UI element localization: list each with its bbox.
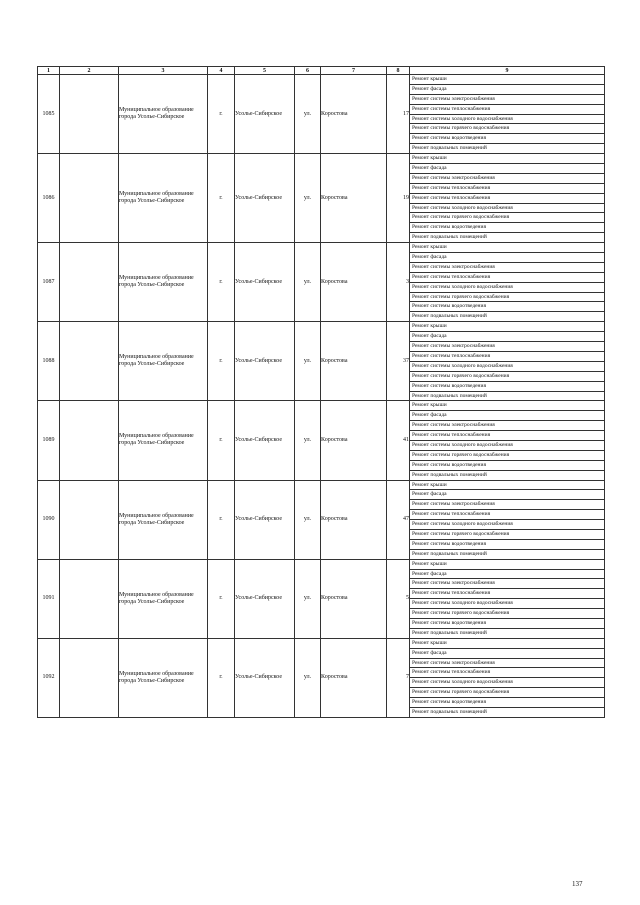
works-list [410, 481, 604, 559]
street-name: Коростова [321, 559, 387, 638]
record-number: 1086 [38, 154, 60, 243]
street-type: ул. [295, 480, 321, 559]
municipality: Муниципальное образование города Усолье-Сибирское [119, 480, 208, 559]
street-name: Коростова [321, 401, 387, 480]
municipality: Муниципальное образование города Усолье-Сибирское [119, 154, 208, 243]
work-item: Ремонт крыши [410, 75, 604, 85]
works-cell [410, 243, 605, 322]
work-item: Ремонт системы теплоснабжения [410, 431, 604, 441]
works-list [410, 401, 604, 479]
work-item: Ремонт фасада [410, 570, 604, 580]
work-item: Ремонт крыши [410, 322, 604, 332]
works-list [410, 243, 604, 321]
table-row [38, 559, 605, 638]
settlement-name: Усолье-Сибирское [235, 154, 295, 243]
settlement-type: г. [208, 401, 235, 480]
record-number: 1089 [38, 401, 60, 480]
header-col-4: 4 [208, 67, 235, 75]
record-number: 1087 [38, 243, 60, 322]
settlement-name: Усолье-Сибирское [235, 322, 295, 401]
record-number: 1090 [38, 480, 60, 559]
settlement-type: г. [208, 638, 235, 717]
street-name: Коростова [321, 154, 387, 243]
settlement-type: г. [208, 243, 235, 322]
works-cell [410, 154, 605, 243]
work-item: Ремонт фасада [410, 332, 604, 342]
street-type: ул. [295, 638, 321, 717]
street-type: ул. [295, 559, 321, 638]
work-item: Ремонт системы теплоснабжения [410, 105, 604, 115]
table-body [38, 75, 605, 718]
work-item: Ремонт крыши [410, 481, 604, 491]
work-item: Ремонт системы горячего водоснабжения [410, 688, 604, 698]
work-item: Ремонт системы горячего водоснабжения [410, 530, 604, 540]
blank-cell [60, 559, 119, 638]
street-type: ул. [295, 75, 321, 154]
house-number: 5 [387, 559, 410, 638]
work-item: Ремонт системы горячего водоснабжения [410, 213, 604, 223]
work-item: Ремонт системы холодного водоснабжения [410, 204, 604, 214]
table-row [38, 638, 605, 717]
work-item: Ремонт системы теплоснабжения [410, 589, 604, 599]
house-number: 3 [387, 243, 410, 322]
work-item: Ремонт крыши [410, 401, 604, 411]
work-item: Ремонт системы холодного водоснабжения [410, 441, 604, 451]
house-number: 47 [387, 480, 410, 559]
table-row [38, 322, 605, 401]
works-list [410, 75, 604, 153]
settlement-type: г. [208, 559, 235, 638]
work-item: Ремонт фасада [410, 411, 604, 421]
settlement-name: Усолье-Сибирское [235, 480, 295, 559]
works-cell [410, 401, 605, 480]
works-table [37, 66, 605, 718]
work-item: Ремонт крыши [410, 243, 604, 253]
street-type: ул. [295, 322, 321, 401]
work-item: Ремонт фасада [410, 85, 604, 95]
work-item: Ремонт фасада [410, 649, 604, 659]
header-col-1: 1 [38, 67, 60, 75]
street-name: Коростова [321, 638, 387, 717]
header-col-6: 6 [295, 67, 321, 75]
page-number: 137 [572, 880, 583, 888]
work-item: Ремонт системы холодного водоснабжения [410, 678, 604, 688]
settlement-type: г. [208, 154, 235, 243]
blank-cell [60, 75, 119, 154]
header-col-8: 8 [387, 67, 410, 75]
work-item: Ремонт системы холодного водоснабжения [410, 520, 604, 530]
table-row [38, 401, 605, 480]
work-item: Ремонт системы водоотведения [410, 619, 604, 629]
work-item: Ремонт системы водоотведения [410, 461, 604, 471]
street-type: ул. [295, 401, 321, 480]
work-item: Ремонт подвальных помещений [412, 313, 487, 320]
work-item: Ремонт системы водоотведения [410, 382, 604, 392]
municipality: Муниципальное образование города Усолье-Сибирское [119, 75, 208, 154]
house-number: 41 [387, 401, 410, 480]
blank-cell [60, 480, 119, 559]
work-item: Ремонт подвальных помещений [412, 471, 487, 478]
work-item: Ремонт системы электроснабжения [410, 659, 604, 669]
work-item: Ремонт системы горячего водоснабжения [410, 124, 604, 134]
settlement-name: Усолье-Сибирское [235, 559, 295, 638]
work-item: Ремонт системы холодного водоснабжения [410, 599, 604, 609]
work-item: Ремонт системы электроснабжения [410, 421, 604, 431]
blank-cell [60, 401, 119, 480]
settlement-name: Усолье-Сибирское [235, 75, 295, 154]
record-number: 1088 [38, 322, 60, 401]
blank-cell [60, 154, 119, 243]
street-name: Коростова [321, 322, 387, 401]
blank-cell [60, 638, 119, 717]
work-item: Ремонт системы водоотведения [410, 134, 604, 144]
record-number: 1085 [38, 75, 60, 154]
street-name: Коростова [321, 243, 387, 322]
street-type: ул. [295, 243, 321, 322]
work-item: Ремонт фасада [410, 490, 604, 500]
work-item: Ремонт подвальных помещений [412, 550, 487, 557]
work-item: Ремонт подвальных помещений [412, 234, 487, 241]
header-col-5: 5 [235, 67, 295, 75]
work-item: Ремонт системы горячего водоснабжения [410, 451, 604, 461]
work-item: Ремонт системы электроснабжения [410, 95, 604, 105]
work-item: Ремонт системы холодного водоснабжения [410, 362, 604, 372]
municipality: Муниципальное образование города Усолье-Сибирское [119, 401, 208, 480]
work-item: Ремонт системы электроснабжения [410, 500, 604, 510]
blank-cell [60, 243, 119, 322]
work-item: Ремонт системы теплоснабжения [410, 194, 604, 204]
street-name: Коростова [321, 480, 387, 559]
work-item: Ремонт системы водоотведения [410, 540, 604, 550]
work-item: Ремонт подвальных помещений [412, 392, 487, 399]
work-item: Ремонт крыши [410, 154, 604, 164]
header-col-9: 9 [410, 67, 605, 75]
settlement-type: г. [208, 75, 235, 154]
work-item: Ремонт крыши [410, 560, 604, 570]
works-cell [410, 559, 605, 638]
work-item: Ремонт системы электроснабжения [410, 579, 604, 589]
settlement-type: г. [208, 322, 235, 401]
works-list [410, 154, 604, 242]
works-list [410, 639, 604, 717]
work-item: Ремонт системы холодного водоснабжения [410, 115, 604, 125]
work-item: Ремонт подвальных помещений [412, 629, 487, 636]
house-number: 19 [387, 154, 410, 243]
work-item: Ремонт системы электроснабжения [410, 342, 604, 352]
work-item: Ремонт фасада [410, 164, 604, 174]
work-item: Ремонт системы теплоснабжения [410, 510, 604, 520]
street-type: ул. [295, 154, 321, 243]
works-list [410, 322, 604, 400]
table-row [38, 75, 605, 154]
work-item: Ремонт системы горячего водоснабжения [410, 609, 604, 619]
settlement-type: г. [208, 480, 235, 559]
table-row [38, 154, 605, 243]
works-list [410, 560, 604, 638]
table-header-row [38, 67, 605, 75]
header-col-3: 3 [119, 67, 208, 75]
settlement-name: Усолье-Сибирское [235, 638, 295, 717]
header-col-2: 2 [60, 67, 119, 75]
work-item: Ремонт системы теплоснабжения [410, 668, 604, 678]
work-item: Ремонт системы водоотведения [410, 302, 604, 312]
house-number: 17 [387, 75, 410, 154]
house-number: 7 [387, 638, 410, 717]
works-cell [410, 638, 605, 717]
settlement-name: Усолье-Сибирское [235, 401, 295, 480]
work-item: Ремонт системы холодного водоснабжения [410, 283, 604, 293]
municipality: Муниципальное образование города Усолье-Сибирское [119, 243, 208, 322]
work-item: Ремонт системы электроснабжения [410, 174, 604, 184]
works-cell [410, 322, 605, 401]
work-item: Ремонт подвальных помещений [412, 145, 487, 152]
record-number: 1091 [38, 559, 60, 638]
house-number: 37 [387, 322, 410, 401]
municipality: Муниципальное образование города Усолье-Сибирское [119, 322, 208, 401]
record-number: 1092 [38, 638, 60, 717]
work-item: Ремонт системы горячего водоснабжения [410, 293, 604, 303]
work-item: Ремонт системы теплоснабжения [410, 184, 604, 194]
work-item: Ремонт крыши [410, 639, 604, 649]
work-item: Ремонт фасада [410, 253, 604, 263]
work-item: Ремонт системы теплоснабжения [410, 352, 604, 362]
work-item: Ремонт подвальных помещений [412, 709, 487, 715]
street-name: Коростова [321, 75, 387, 154]
table-row [38, 480, 605, 559]
settlement-name: Усолье-Сибирское [235, 243, 295, 322]
municipality: Муниципальное образование города Усолье-Сибирское [119, 559, 208, 638]
municipality: Муниципальное образование города Усолье-Сибирское [119, 638, 208, 717]
works-cell [410, 75, 605, 154]
work-item: Ремонт системы водоотведения [410, 223, 604, 233]
header-col-7: 7 [321, 67, 387, 75]
work-item: Ремонт системы теплоснабжения [410, 273, 604, 283]
work-item: Ремонт системы горячего водоснабжения [410, 372, 604, 382]
blank-cell [60, 322, 119, 401]
work-item: Ремонт системы водоотведения [410, 698, 604, 708]
table-row [38, 243, 605, 322]
works-cell [410, 480, 605, 559]
work-item: Ремонт системы электроснабжения [410, 263, 604, 273]
